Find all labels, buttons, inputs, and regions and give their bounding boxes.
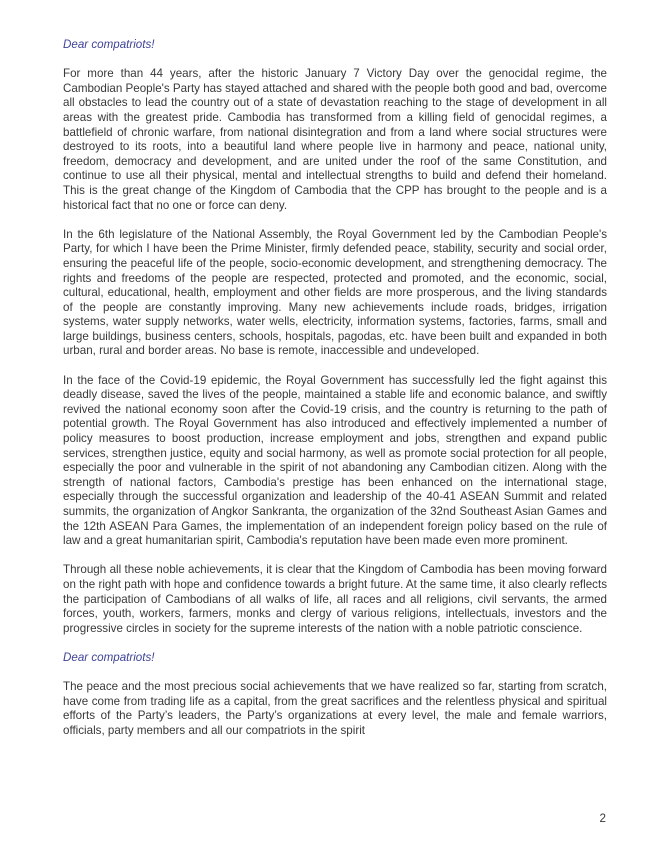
paragraph-peace-achievements: The peace and the most precious social achievements that we have realized so far, starting from scratch, have come from trading life as a capital, from the great sacrifices and the relentless physical and spiritual efforts of the Party’s leaders, the Party’s organizations at every level, the male and female warriors, officials, party members and all our compatriots in the spirit <box>63 680 607 737</box>
salutation-heading-1: Dear compatriots! <box>63 38 155 51</box>
paragraph-noble-achievements: Through all these noble achievements, it is clear that the Kingdom of Cambodia has been moving forward on the right path with hope and confidence towards a bright future. At the same time, it also clearly reflects the participation of Cambodians of all walks of life, all races and all religions, civil servants, the armed forces, youth, workers, farmers, monks and clergy of various religions, intellectuals, investors and the progressive circles in society for the supreme interests of the nation with a noble patriotic conscience. <box>63 563 607 635</box>
page-number: 2 <box>599 812 606 825</box>
paragraph-victory-day: For more than 44 years, after the historic January 7 Victory Day over the genocidal regime, the Cambodian People's Party has stayed attached and shared with the people both good and bad, overcome all obstacles to lead the country out of a state of devastation reaching to the stage of development in all areas with the greatest pride. Cambodia has transformed from a killing field of genocidal regimes, a battlefield of chronic warfare, from national disintegration and from a land where social structures were destroyed to its roots, into a beautiful land where people live in harmony and peace, national unity, freedom, democracy and development, and are united under the roof of the same Constitution, and continue to use all their physical, mental and intellectual strengths to build and defend their homeland. This is the great change of the Kingdom of Cambodia that the CPP has brought to the people and is a historical fact that no one or force can deny. <box>63 67 607 212</box>
paragraph-sixth-legislature: In the 6th legislature of the National Assembly, the Royal Government led by the Cambodian People's Party, for which I have been the Prime Minister, firmly defended peace, stability, security and social order, ensuring the peaceful life of the people, socio-economic development, and strengthening democracy. The rights and freedoms of the people are respected, protected and promoted, and the economic, social, cultural, educational, health, employment and other fields are more prosperous, and the living standards of the people are constantly improving. Many new achievements include roads, bridges, irrigation systems, water supply networks, water wells, electricity, information systems, factories, farms, small and large buildings, business centers, schools, hospitals, pagodas, etc. have been built and expanded in both urban, rural and border areas. No base is remote, inaccessible and undeveloped. <box>63 227 607 358</box>
salutation-heading-2: Dear compatriots! <box>63 650 155 664</box>
paragraph-covid-response: In the face of the Covid-19 epidemic, the Royal Government has successfully led the fight against this deadly disease, saved the lives of the people, maintained a stable life and economic balance, and swiftly revived the national economy soon after the Covid-19 crisis, and the country is returning to the path of potential growth. The Royal Government has also introduced and effectively implemented a number of policy measures to boost production, increase employment and jobs, strengthen and expand public services, strengthen justice, equity and social harmony, as well as promote social protection for all people, especially the poor and vulnerable in the spirit of not abandoning any Cambodian citizen. Along with the strength of national factors, Cambodia's prestige has been enhanced on the international stage, especially through the successful organization and leadership of the 40-41 ASEAN Summit and related summits, the organization of Angkor Sankranta, the organization of the 32nd Southeast Asian Games and the 12th ASEAN Para Games, the implementation of an independent foreign policy based on the rule of law and a great humanitarian spirit, Cambodia's reputation have been made even more prominent. <box>63 373 607 548</box>
